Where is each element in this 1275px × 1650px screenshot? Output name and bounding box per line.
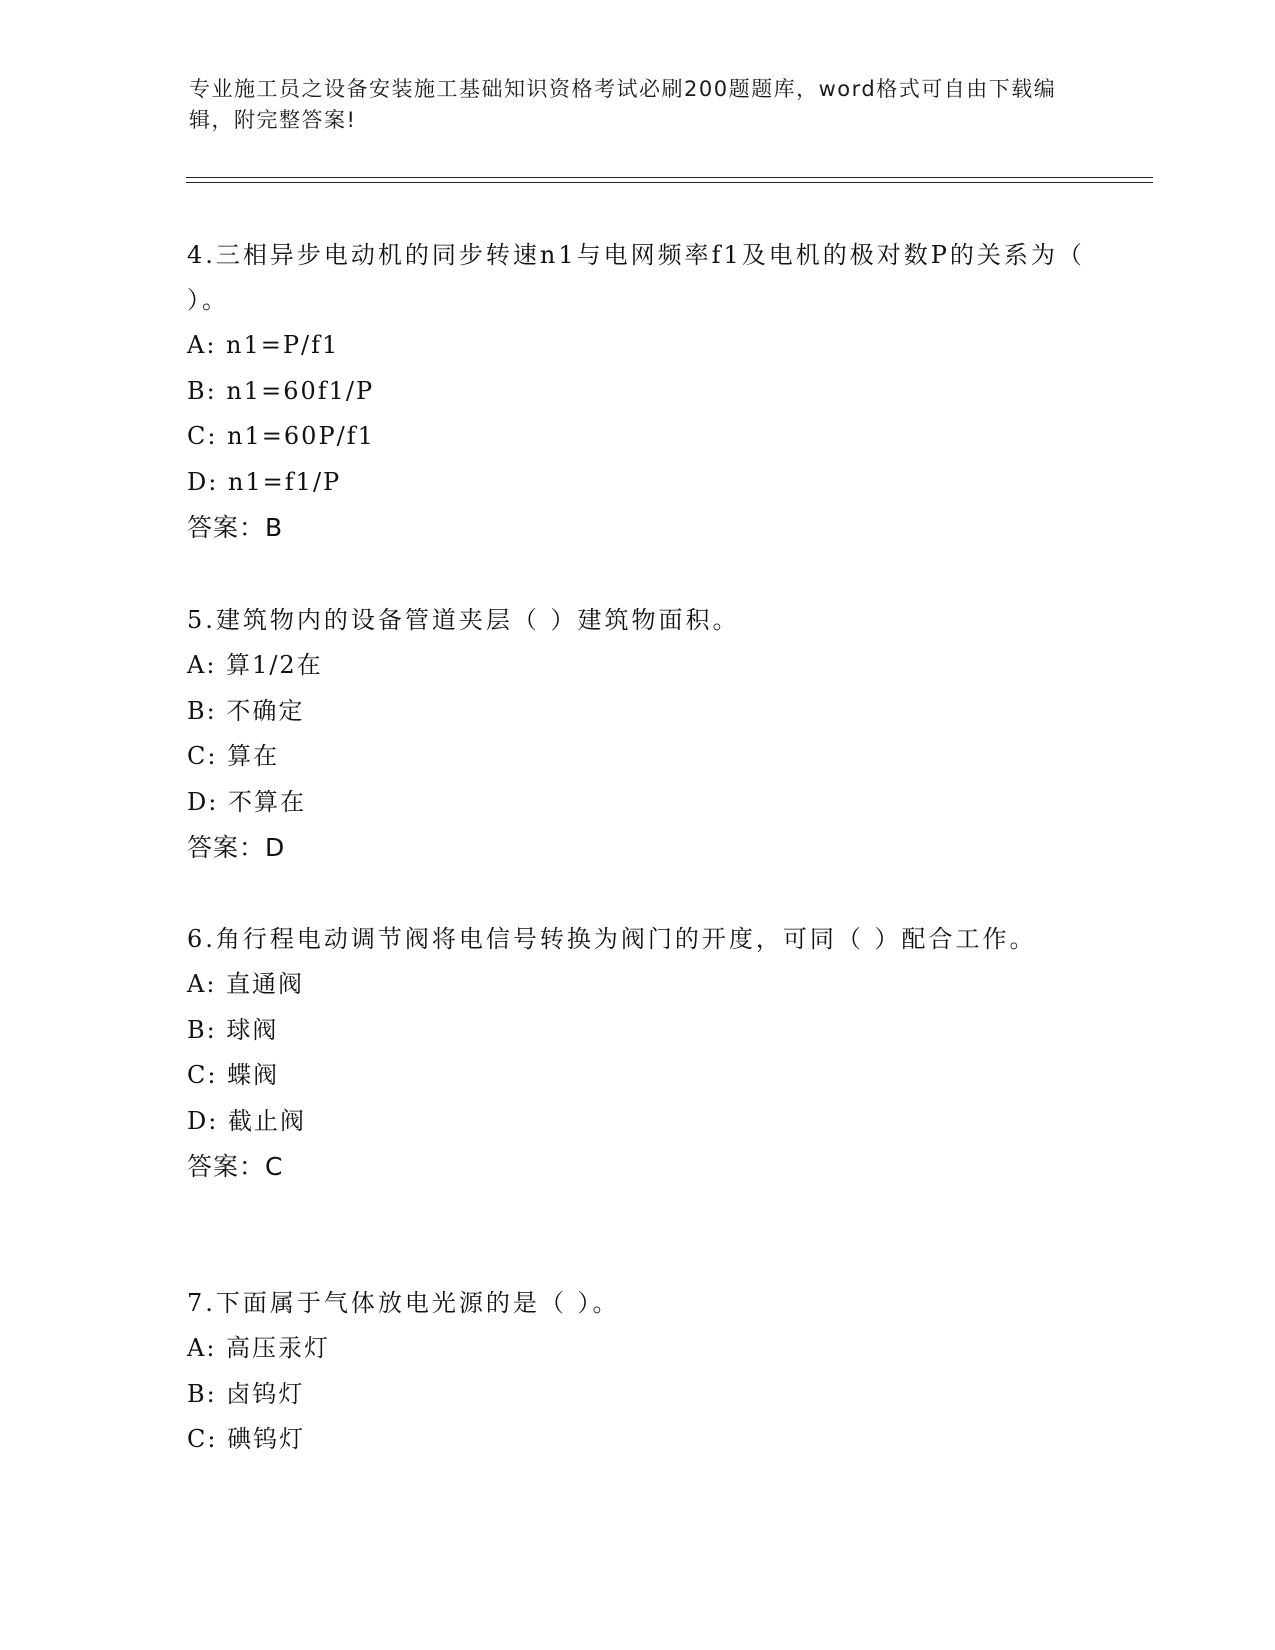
answer: 答案：C — [187, 1152, 284, 1181]
option-a: A: 直通阀 — [187, 970, 305, 998]
option-c: C: n1=60P/f1 — [187, 422, 375, 450]
option-d: D: n1=f1/P — [187, 467, 342, 496]
option-d: D: 不算在 — [187, 787, 306, 816]
question-5 — [187, 598, 1087, 871]
header-divider-top — [186, 177, 1153, 178]
option-a: A: 算1/2在 — [187, 651, 323, 679]
option-c: C: 碘钨灯 — [187, 1425, 306, 1453]
question-stem: 4.三相异步电动机的同步转速n1与电网频率f1及电机的极对数P的关系为（ ）。 — [187, 241, 1085, 314]
answer: 答案：D — [187, 833, 286, 862]
option-c: C: 蝶阀 — [187, 1061, 280, 1089]
question-stem: 7.下面属于气体放电光源的是（ ）。 — [187, 1289, 620, 1317]
option-a: A: 高压汞灯 — [187, 1334, 331, 1362]
question-6 — [187, 917, 1087, 1190]
option-b: B: 不确定 — [187, 696, 305, 725]
option-d: D: 截止阀 — [187, 1106, 306, 1135]
option-a: A: n1=P/f1 — [187, 331, 340, 359]
question-stem: 5.建筑物内的设备管道夹层（ ）建筑物面积。 — [187, 606, 740, 634]
option-c: C: 算在 — [187, 742, 280, 770]
document-header: 专业施工员之设备安装施工基础知识资格考试必刷200题题库，word格式可自由下载编辑，附完整答案! — [189, 77, 1057, 132]
answer: 答案：B — [187, 513, 284, 542]
option-b: B: 球阀 — [187, 1015, 279, 1044]
option-b: B: 卤钨灯 — [187, 1379, 305, 1408]
header-divider-bottom — [186, 182, 1153, 183]
option-b: B: n1=60f1/P — [187, 376, 375, 405]
question-stem: 6.角行程电动调节阀将电信号转换为阀门的开度，可同（ ）配合工作。 — [187, 925, 1037, 953]
question-7 — [187, 1281, 1087, 1463]
question-4 — [187, 233, 1087, 551]
